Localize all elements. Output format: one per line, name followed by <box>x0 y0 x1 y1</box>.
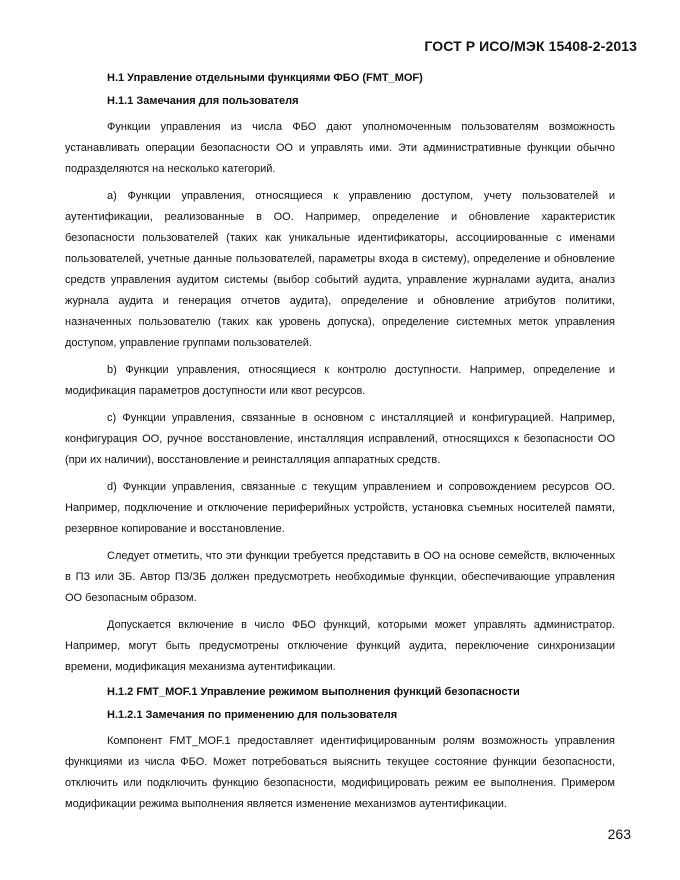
page-body <box>65 70 615 821</box>
page-number: 263 <box>607 826 631 842</box>
paragraph-item-c: с) Функции управления, связанные в основном с инсталляцией и конфигурацией. Например, конфигурация ОО, ручное восстановление, инсталляция исправлений, относящихся к безопасности ОО (при их наличии), восстановление и реинсталляция аппаратных средств. <box>65 412 615 466</box>
section-heading-h1-2: Н.1.2 FMT_MOF.1 Управление режимом выполнения функций безопасности <box>107 686 520 698</box>
paragraph-component: Компонент FMT_MOF.1 предоставляет идентифицированным ролям возможность управления функциями из числа ФБО. Может потребоваться выяснить текущее состояние функции безопасности, отключить или подключить функцию безопасности, модифицировать режим ее выполнения. Примером модификации режима выполнения является изменение механизмов аутентификации. <box>65 735 615 810</box>
paragraph-note: Следует отметить, что эти функции требуется представить в ОО на основе семейств, включенных в ПЗ или ЗБ. Автор ПЗ/ЗБ должен предусмотреть необходимые функции, обеспечивающие управления ОО безопасным образом. <box>65 550 615 604</box>
standard-designation: ГОСТ Р ИСО/МЭК 15408-2-2013 <box>424 38 637 54</box>
paragraph-admin: Допускается включение в число ФБО функций, которыми может управлять администратор. Например, могут быть предусмотрены отключение функций аудита, переключение синхронизации времени, модификация механизма аутентификации. <box>65 619 615 673</box>
paragraph-item-d: d) Функции управления, связанные с текущим управлением и сопровождением ресурсов ОО. Например, подключение и отключение периферийных устройств, установка съемных носителей памяти, резервное копирование и восстановление. <box>65 481 615 535</box>
paragraph-intro: Функции управления из числа ФБО дают уполномоченным пользователям возможность устанавливать операции безопасности ОО и управлять ими. Эти административные функции обычно подразделяются на несколько категорий. <box>65 121 615 175</box>
paragraph-item-a: а) Функции управления, относящиеся к управлению доступом, учету пользователей и аутентификации, реализованные в ОО. Например, определение и обновление характеристик безопасности пользователей (таких как уникальные идентификаторы, ассоциированные с именами пользователей, учетные данные пользователей, параметры входа в систему), определение и обновление средств управления аудитом системы (выбор событий аудита, управление журналами аудита, анализ журнала аудита и генерация отчетов аудита), определение и обновление атрибутов политики, назначенных пользователю (таких как уровень допуска), определение системных меток управления доступом, управление группами пользователей. <box>65 190 615 349</box>
section-heading-h1-1: Н.1.1 Замечания для пользователя <box>107 95 299 107</box>
paragraph-item-b: b) Функции управления, относящиеся к контролю доступности. Например, определение и модификация параметров доступности или квот ресурсов. <box>65 364 615 397</box>
section-heading-h1: Н.1 Управление отдельными функциями ФБО (FMT_MOF) <box>107 72 423 84</box>
section-heading-h1-2-1: Н.1.2.1 Замечания по применению для пользователя <box>107 709 398 721</box>
